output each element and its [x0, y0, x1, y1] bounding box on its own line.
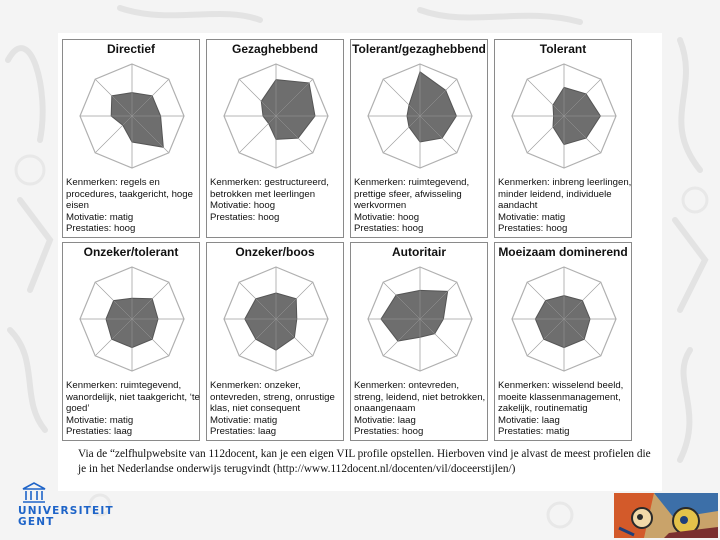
motivatie-text: Motivatie: matig [498, 211, 566, 223]
radar-profile-shape [407, 72, 456, 142]
logo-text [18, 506, 114, 528]
profile-description [354, 380, 488, 438]
profile-title: Tolerant [539, 42, 587, 56]
profile-card-tolerant-gezaghebbend [350, 39, 488, 238]
logo-line-1: UNIVERSITEIT [18, 505, 114, 517]
radar-chart [213, 56, 339, 176]
kenmerken-text: Kenmerken: onzeker, ontevreden, streng, onrustige klas, niet consequent [210, 380, 335, 415]
prestaties-text: Prestaties: matig [498, 426, 570, 438]
kenmerken-text: Kenmerken: gestructureerd, betrokken met leerlingen [210, 177, 329, 200]
motivatie-text: Motivatie: hoog [354, 211, 420, 223]
profile-title: Tolerant/gezaghebbend [352, 42, 486, 56]
kenmerken-text: Kenmerken: regels en procedures, taakgericht, hoge eisen [66, 177, 193, 212]
profile-card-autoritair [350, 242, 488, 441]
radar-chart [213, 259, 339, 379]
profile-title: Autoritair [392, 245, 446, 259]
decorative-artwork [614, 493, 718, 538]
profile-title: Onzeker/tolerant [83, 245, 179, 259]
prestaties-text: Prestaties: laag [210, 426, 277, 438]
kenmerken-text: Kenmerken: ruimtegevend, prettige sfeer, afwisseling werkvormen [354, 177, 470, 212]
logo-line-2: GENT [18, 516, 55, 528]
profile-description [354, 177, 488, 235]
building-icon [21, 481, 47, 505]
radar-profile-shape [245, 293, 297, 350]
profile-card-gezaghebbend [206, 39, 344, 238]
university-logo [18, 481, 114, 531]
prestaties-text: Prestaties: hoog [498, 223, 568, 235]
radar-axis-overlay [95, 116, 132, 153]
profile-title: Onzeker/boos [235, 245, 315, 259]
profile-card-moeizaam-dominerend [494, 242, 632, 441]
kenmerken-text: Kenmerken: inbreng leerlingen, minder leidend, individuele aandacht [498, 177, 632, 212]
profile-grid [62, 39, 632, 441]
radar-chart [501, 56, 627, 176]
kenmerken-text: Kenmerken: wisselend beeld, moeite klassenmanagement, zakelijk, routinematig [498, 380, 624, 415]
kenmerken-text: Kenmerken: ruimtegevend, wanordelijk, niet taakgericht, ‘te goed’ [66, 380, 200, 415]
prestaties-text: Prestaties: hoog [354, 426, 424, 438]
profile-description [210, 177, 344, 223]
motivatie-text: Motivatie: laag [498, 414, 560, 426]
profile-card-directief [62, 39, 200, 238]
radar-chart [357, 56, 483, 176]
profile-card-onzeker-tolerant [62, 242, 200, 441]
profile-title: Moeizaam dominerend [498, 245, 628, 259]
figure-caption: Via de “zelfhulpwebsite van 112docent, kan je een eigen VIL profile opstellen. Hierboven vind je alvast de meest profielen die je in het Nederlandse onderwijs terugvindt (http://www.112docent.nl/docenten/vil/doceerstijlen/) [78, 448, 651, 475]
radar-chart [357, 259, 483, 379]
profile-title: Directief [106, 42, 156, 56]
figure-sheet [58, 33, 662, 491]
profile-description [66, 380, 200, 438]
motivatie-text: Motivatie: hoog [210, 200, 276, 212]
profile-description [66, 177, 200, 235]
profile-title: Gezaghebbend [231, 42, 318, 56]
prestaties-text: Prestaties: hoog [354, 223, 424, 235]
radar-chart [501, 259, 627, 379]
motivatie-text: Motivatie: matig [210, 414, 278, 426]
profile-description [498, 380, 632, 438]
motivatie-text: Motivatie: matig [66, 211, 134, 223]
radar-chart [69, 259, 195, 379]
profile-card-onzeker-boos [206, 242, 344, 441]
motivatie-text: Motivatie: matig [66, 414, 134, 426]
profile-card-tolerant [494, 39, 632, 238]
radar-chart [69, 56, 195, 176]
kenmerken-text: Kenmerken: ontevreden, streng, leidend, niet betrokken, onaangenaam [354, 380, 486, 415]
profile-description [210, 380, 344, 438]
prestaties-text: Prestaties: hoog [210, 211, 280, 223]
radar-profile-shape [111, 93, 163, 148]
prestaties-text: Prestaties: hoog [66, 223, 136, 235]
radar-profile-shape [381, 290, 448, 341]
motivatie-text: Motivatie: laag [354, 414, 416, 426]
radar-axis-overlay [239, 116, 276, 153]
profile-description [498, 177, 632, 235]
prestaties-text: Prestaties: laag [66, 426, 133, 438]
